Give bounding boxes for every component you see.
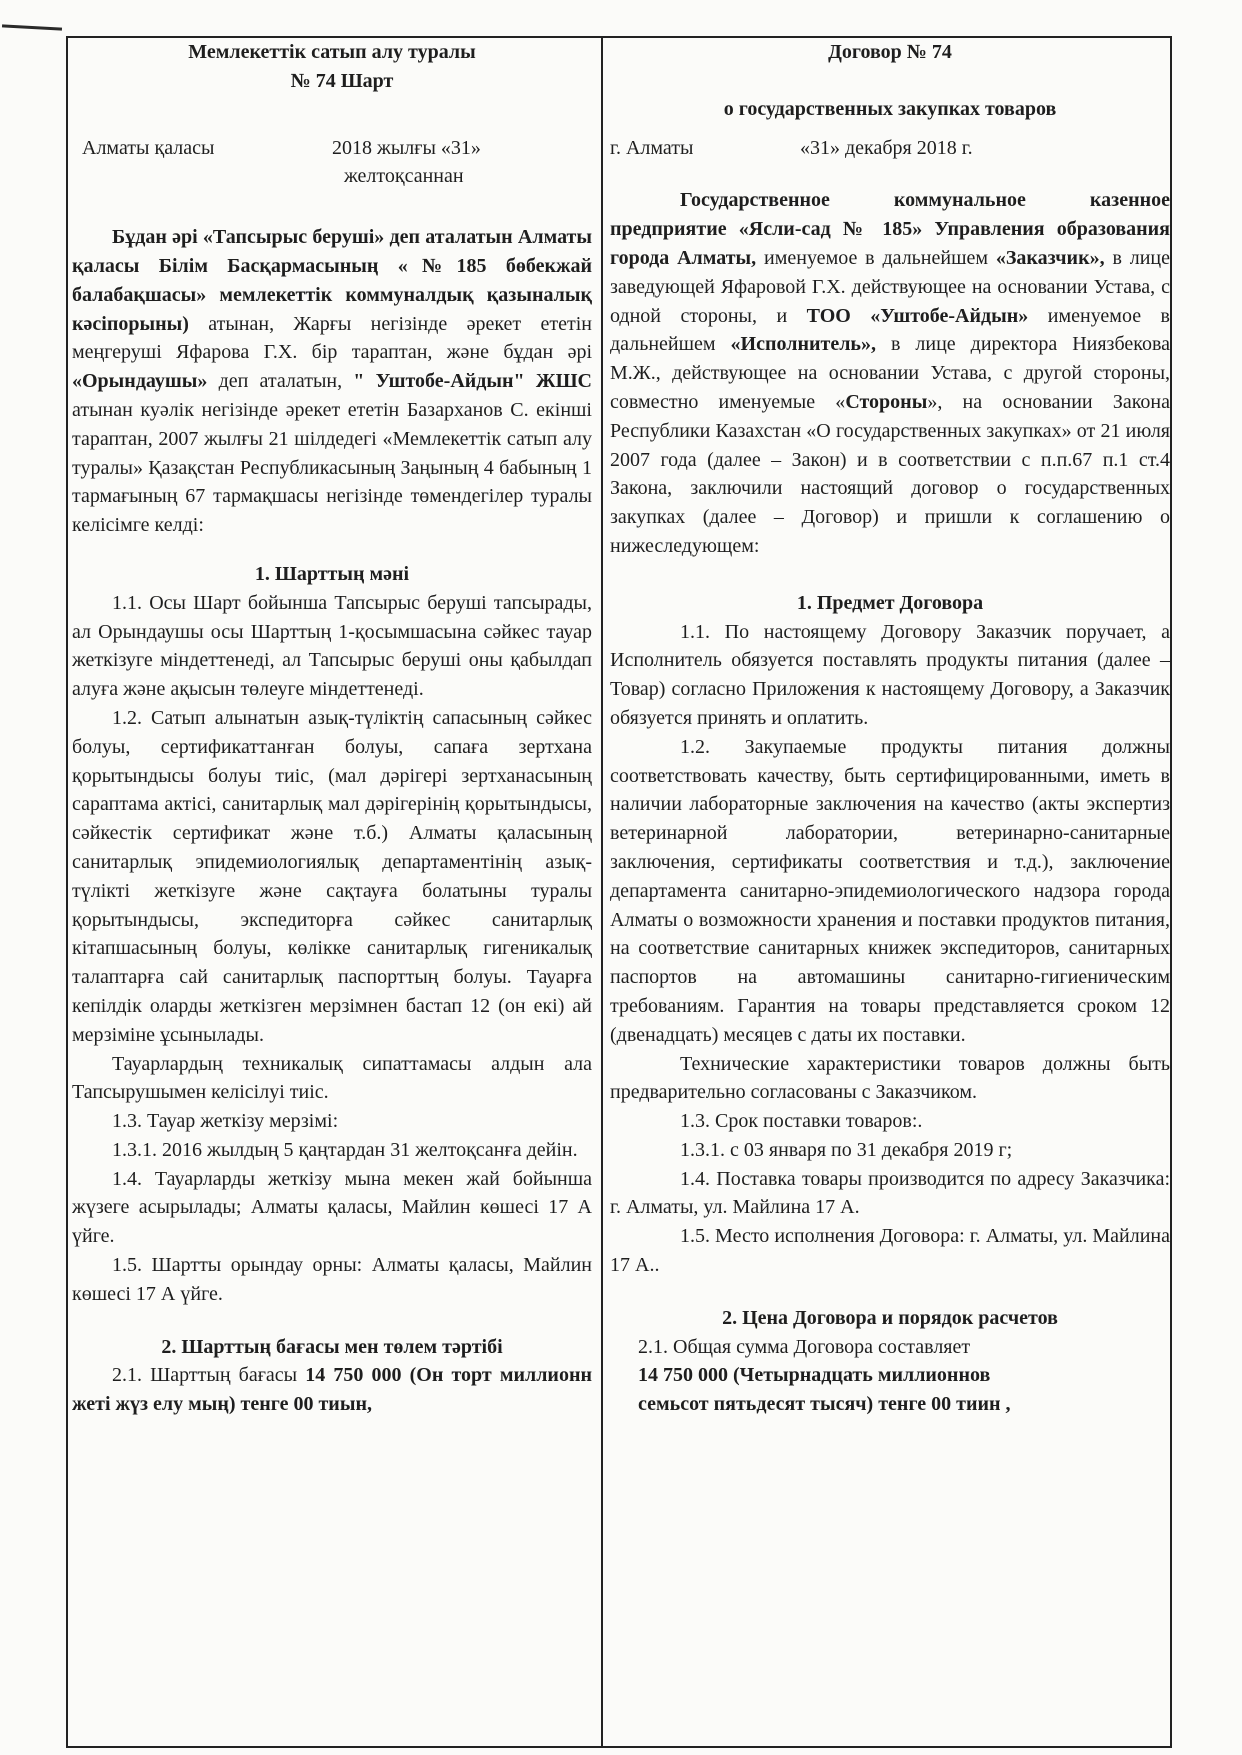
kz-clause-2-1-text: 2.1. Шарттың бағасы xyxy=(112,1364,306,1387)
kz-clause-1-5: 1.5. Шартты орындау орны: Алматы қаласы, Майлин көшесі 17 А үйге. xyxy=(72,1254,592,1305)
ru-preamble-text-1: именуемое в дальнейшем xyxy=(756,246,996,269)
russian-column xyxy=(610,38,1170,1419)
ru-clause-1-2-b: Технические характеристики товаров должны быть предварительно согласованы с Заказчиком. xyxy=(610,1052,1170,1104)
ru-title-line-2: о государственных закупках товаров xyxy=(723,97,1057,120)
kz-clause-1-1: 1.1. Осы Шарт бойынша Тапсырыс беруші тапсырады, ал Орындаушы осы Шарттың 1-қосымшасына сәйкес тауар жеткізуге міндеттенеді, ал Тапсырыс беруші оны қабылдап алуға және ақысын төлеуге міндеттенеді. xyxy=(72,591,592,701)
kz-clause-2-1 xyxy=(72,1361,592,1419)
ru-preamble xyxy=(610,186,1170,560)
ru-clause-1-1: 1.1. По настоящему Договору Заказчик поручает, а Исполнитель обязуется поставлять продукты питания (далее – Товар) согласно Приложения к настоящему Договору, а Заказчик обязуется принять и оплатить. xyxy=(610,620,1170,729)
ru-clause-2-1-amount-line-1: 14 750 000 (Четырнадцать миллионнов xyxy=(638,1364,991,1387)
kz-clause-2-1-amount: 14 750 000 (Он торт миллионн жеті жүз елу мың) тенге 00 тиын, xyxy=(72,1364,592,1416)
kz-preamble-text-1: атынан, Жарғы негізінде әрекет ететін меңгеруші Яфарова Г.Х. бір тараптан, және бұдан әрі xyxy=(72,312,592,364)
ru-title-line-1: Договор № 74 xyxy=(828,41,952,63)
ru-section-1-title: 1. Предмет Договора xyxy=(796,591,984,614)
ru-clause-1-3: 1.3. Срок поставки товаров:. xyxy=(680,1110,923,1133)
ru-preamble-company: ТОО «Уштобе-Айдын» xyxy=(806,304,1029,327)
ru-section-2-title: 2. Цена Договора и порядок расчетов xyxy=(722,1306,1058,1329)
kz-title-line-1: Мемлекеттік сатып алу туралы xyxy=(188,41,476,63)
kz-preamble-company: " Уштобе-Айдын" ЖШС xyxy=(353,370,592,393)
ru-date: «31» декабря 2018 г. xyxy=(800,136,973,159)
kz-clause-1-2-b: Тауарлардың техникалық сипаттамасы алдын ала Тапсырушымен келісілуі тиіс. xyxy=(72,1052,592,1104)
ru-clause-1-4: 1.4. Поставка товары производится по адресу Заказчика: г. Алматы, ул. Майлина 17 А. xyxy=(610,1167,1170,1219)
scan-artifact-line xyxy=(2,24,62,30)
kz-section-2-title: 2. Шарттың бағасы мен төлем тәртібі xyxy=(161,1335,503,1358)
ru-preamble-customer-alias: «Заказчик», xyxy=(995,246,1105,269)
ru-preamble-customer: Государственное коммунальное казенное предприятие «Ясли-сад № 185» Управления образования города Алматы, xyxy=(610,189,1170,269)
kz-city: Алматы қаласы xyxy=(82,136,215,159)
kz-preamble-text-3: атынан куәлік негізінде әрекет ететін Базарханов С. екінші тараптан, 2007 жылғы 21 шілдедегі «Мемлекеттік сатып алу туралы» Қазақстан Республикасының Заңының 4 бабының 1 тармағының 67 тармақшасы негізінде төмендегілер туралы келісімге келді: xyxy=(72,398,592,537)
ru-preamble-text-2: в лице заведующей Яфаровой Г.Х. действующее на основании Устава, с одной стороны, и xyxy=(610,246,1170,327)
kz-date-line-1: 2018 жылғы «31» xyxy=(332,136,481,159)
kz-preamble-executor: «Орындаушы» xyxy=(72,370,208,393)
kz-title-line-2: № 74 Шарт xyxy=(290,69,394,92)
ru-clause-2-1-amount-line-2: семьсот пятьдесят тысяч) тенге 00 тиин , xyxy=(638,1393,1011,1416)
kz-clause-1-3: 1.3. Тауар жеткізу мерзімі: xyxy=(112,1110,339,1133)
kz-preamble-customer: Бұдан әрі «Тапсырыс беруші» деп аталатын Алматы қаласы Білім Басқармасының «№185 бөбекжай балабақшасы» мемлекеттік коммуналдық қазыналық кәсіпорыны) xyxy=(72,226,592,335)
kz-section-1-title: 1. Шарттың мәні xyxy=(254,562,410,585)
ru-preamble-text-3: именуемое в дальнейшем xyxy=(610,304,1171,356)
ru-clause-1-2: 1.2. Закупаемые продукты питания должны соответствовать качеству, быть сертифицированными, иметь в наличии лабораторные заключения на качество (акты экспертиз ветеринарной лаборатории, ветеринарно-санитарные заключения, сертификаты соответствия и т.д.), заключение департамента санитарно-эпидемиологического надзора города Алматы о возможности хранения и поставки продуктов питания, на соответствие санитарных книжек экспедиторов, санитарных паспортов на автомашины санитарно-гигиеническим требованиям. Гарантия на товары представляется сроком 12 (двенадцать) месяцев с даты их поставки. xyxy=(610,735,1170,1046)
kz-preamble xyxy=(72,223,592,540)
kz-clause-1-4: 1.4. Тауарларды жеткізу мына мекен жай бойынша жүзеге асырылады; Алматы қаласы, Майлин көшесі 17 А үйге. xyxy=(72,1167,592,1248)
ru-preamble-text-5: », на основании Закона Республики Казахстан «О государственных закупках» от 21 июля 2007 года (далее – Закон) и в соответствии с п.п.67 п.1 ст.4 Закона, заключили настоящий договор о государственных закупках (далее – Договор) и пришли к соглашению о нижеследующем: xyxy=(610,390,1170,557)
ru-preamble-executor-alias: «Исполнитель», xyxy=(730,333,876,356)
kz-clause-1-3-1: 1.3.1. 2016 жылдың 5 қаңтардан 31 желтоқсанға дейін. xyxy=(112,1138,578,1161)
ru-clause-1-3-1: 1.3.1. с 03 января по 31 декабря 2019 г; xyxy=(680,1138,1013,1161)
ru-city: г. Алматы xyxy=(610,136,694,159)
kz-clause-1-2: 1.2. Сатып алынатын азық-түліктің сапасының сәйкес болуы, сертификаттанған болуы, сапаға зертхана қорытындысы болуы тиіс, (мал дәрігері зертханасының сараптама актісі, санитарлық мал дәрігерінің қорытындысы, сәйкестік сертификат және т.б.) Алматы қаласының санитарлық эпидемиологиялық департаментінің азық-түлікті жеткізуге және сақтауға болатыны туралы қорытындысы, экспедиторға сәйкес санитарлық кітапшасының болуы, көлікке санитарлық гигеникалық талаптарға сай санитарлық паспорттың болуы. Тауарға кепілдік оларды жеткізген мерзімнен бастап 12 (он екі) ай мерзіміне ұсынылады. xyxy=(72,706,592,1046)
kazakh-column xyxy=(72,38,592,1419)
column-divider xyxy=(601,36,603,1748)
ru-clause-1-5: 1.5. Место исполнения Договора: г. Алматы, ул. Майлина 17 А.. xyxy=(610,1225,1170,1277)
ru-preamble-text-4: в лице директора Ниязбекова М.Ж., действующее на основании Устава, с другой стороны, совместно именуемые « xyxy=(610,333,1170,413)
kz-date-line-2: желтоқсаннан xyxy=(344,165,464,188)
ru-clause-2-1: 2.1. Общая сумма Договора составляет xyxy=(638,1335,971,1358)
kz-preamble-text-2: деп аталатын, xyxy=(207,370,354,393)
kz-place-date xyxy=(72,134,592,163)
ru-preamble-parties: Стороны xyxy=(845,390,928,413)
ru-place-date xyxy=(610,134,1170,163)
